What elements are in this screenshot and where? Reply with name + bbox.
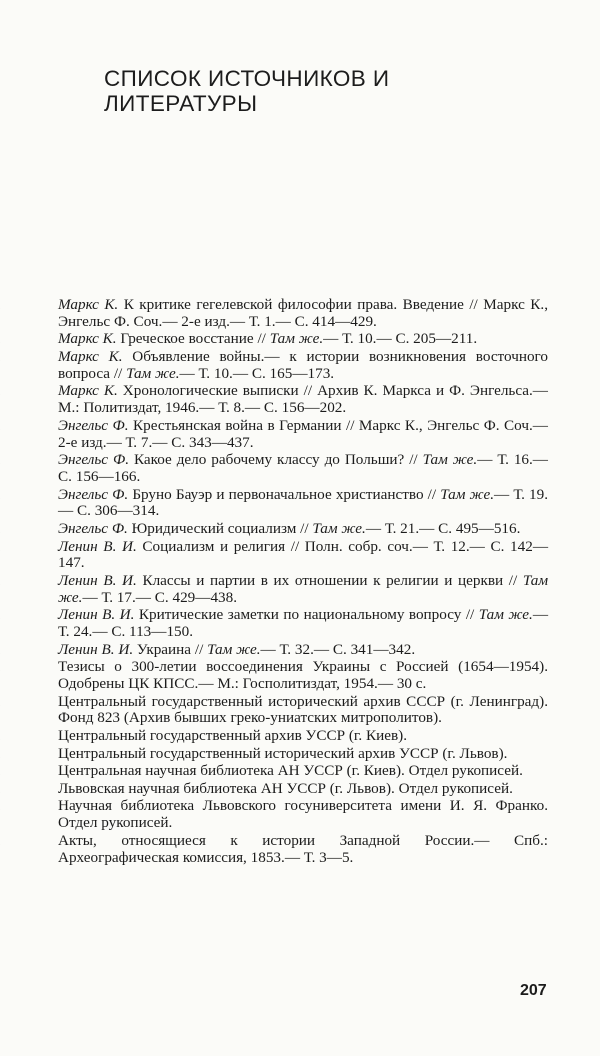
reference-text: Тезисы о 300-летии воссоединения Украины с Россией (1654—1954). Одобрены ЦК КПСС.— М.: Госполитиздат, 1954.— 30 с. <box>58 658 548 693</box>
reference-ibid: Там же. <box>312 519 366 537</box>
reference-item <box>0 833 548 867</box>
reference-number <box>0 728 1 745</box>
reference-text-tail: — Т. 10.— С. 205—211. <box>323 330 478 348</box>
reference-author: Энгельс Ф. <box>58 451 129 469</box>
reference-item <box>0 331 548 348</box>
reference-ibid: Там же. <box>440 485 495 503</box>
reference-number <box>0 781 1 798</box>
reference-item <box>0 781 548 798</box>
reference-number <box>0 573 1 590</box>
reference-author: Маркс К. <box>58 382 118 400</box>
reference-item <box>0 607 548 641</box>
reference-author: Ленин В. И. <box>58 640 134 658</box>
reference-number <box>0 798 1 815</box>
reference-text: Акты, относящиеся к истории Западной России.— Спб.: Археографическая комиссия, 1853.— Т. 3—5. <box>58 831 548 866</box>
reference-item <box>0 539 548 573</box>
reference-author: Энгельс Ф. <box>58 519 128 537</box>
reference-author: Маркс К. <box>58 347 123 365</box>
reference-number <box>0 694 1 711</box>
reference-text: Центральный государственный исторический архив УССР (г. Львов). <box>58 744 508 762</box>
reference-number <box>0 642 1 659</box>
reference-number <box>0 659 1 676</box>
reference-text: Объявление войны.— к истории возникновения восточного вопроса // <box>58 347 548 382</box>
reference-author: Ленин В. И. <box>58 606 135 624</box>
reference-number <box>0 452 1 469</box>
reference-text: Центральная научная библиотека АН УССР (г. Киев). Отдел рукописей. <box>58 762 523 780</box>
reference-ibid: Там же. <box>58 571 549 606</box>
reference-number <box>0 746 1 763</box>
reference-item <box>0 642 548 659</box>
reference-text: Бруно Бауэр и первоначальное христианство // <box>132 485 437 503</box>
reference-item <box>0 746 548 763</box>
reference-text: Центральный государственный архив УССР (г. Киев). <box>58 727 408 745</box>
reference-text-tail: — Т. 17.— С. 429—438. <box>82 588 238 606</box>
reference-number <box>0 833 1 850</box>
reference-text: Какое дело рабочему классу до Польши? // <box>133 451 418 469</box>
reference-ibid: Там же. <box>207 640 261 658</box>
reference-text: К критике гегелевской философии права. Введение // Маркс К., Энгельс Ф. Соч.— 2-е изд.— Т. 1.— С. 414—429. <box>58 296 548 330</box>
reference-number <box>0 297 1 314</box>
reference-author: Энгельс Ф. <box>58 485 129 503</box>
reference-item <box>0 383 548 417</box>
reference-item <box>0 487 548 521</box>
reference-number <box>0 349 1 366</box>
reference-text-tail: — Т. 32.— С. 341—342. <box>260 640 416 658</box>
reference-item <box>0 659 548 693</box>
reference-text: Хронологические выписки // Архив К. Маркса и Ф. Энгельса.— М.: Политиздат, 1946.— Т. 8.— С. 156—202. <box>58 382 548 417</box>
reference-number <box>0 418 1 435</box>
reference-text: Центральный государственный исторический архив СССР (г. Ленинград). Фонд 823 (Архив бывших греко-униатских митрополитов). <box>58 692 548 727</box>
reference-text: Юридический социализм // <box>131 519 309 537</box>
reference-item <box>0 349 548 383</box>
reference-number <box>0 383 1 400</box>
reference-item <box>0 297 548 331</box>
reference-item <box>0 573 548 607</box>
reference-number <box>0 521 1 538</box>
reference-text: Научная библиотека Львовского госуниверситета имени И. Я. Франко. Отдел рукописей. <box>58 797 548 832</box>
reference-author: Энгельс Ф. <box>58 416 129 434</box>
reference-list <box>0 297 600 866</box>
reference-ibid: Там же. <box>422 451 478 469</box>
reference-number <box>0 487 1 504</box>
reference-author: Ленин В. И. <box>58 537 137 555</box>
reference-text: Крестьянская война в Германии // Маркс К., Энгельс Ф. Соч.— 2-е изд.— Т. 7.— С. 343—437. <box>58 416 548 451</box>
reference-item <box>0 452 548 486</box>
reference-item <box>0 728 548 745</box>
reference-text: Социализм и религия // Полн. собр. соч.— Т. 12.— С. 142—147. <box>58 537 549 572</box>
reference-number <box>0 331 1 348</box>
reference-item <box>0 418 548 452</box>
reference-text: Классы и партии в их отношении к религии и церкви // <box>142 571 518 589</box>
reference-text: Греческое восстание // <box>120 330 266 348</box>
reference-text-tail: — Т. 19.— С. 306—314. <box>58 485 548 520</box>
reference-text: Критические заметки по национальному вопросу // <box>138 606 475 624</box>
reference-author: Маркс К. <box>58 296 119 313</box>
reference-ibid: Там же. <box>126 364 180 382</box>
reference-text: Львовская научная библиотека АН УССР (г. Львов). Отдел рукописей. <box>58 779 513 797</box>
reference-text-tail: — Т. 24.— С. 113—150. <box>58 606 549 641</box>
reference-text-tail: — Т. 16.— С. 156—166. <box>58 451 548 485</box>
reference-text-tail: — Т. 10.— С. 165—173. <box>179 364 335 382</box>
reference-text: Украина // <box>136 640 204 658</box>
reference-item <box>0 694 548 728</box>
reference-number <box>0 607 1 624</box>
reference-author: Маркс К. <box>58 330 117 348</box>
reference-number <box>0 763 1 780</box>
page-number: 207 <box>520 982 547 999</box>
page-title: СПИСОК ИСТОЧНИКОВ И ЛИТЕРАТУРЫ <box>104 66 390 116</box>
reference-number <box>0 539 1 556</box>
reference-author: Ленин В. И. <box>58 571 137 589</box>
reference-ibid: Там же. <box>478 606 533 624</box>
reference-item <box>0 521 548 538</box>
reference-text-tail: — Т. 21.— С. 495—516. <box>365 519 521 537</box>
reference-ibid: Там же. <box>269 330 324 348</box>
reference-item <box>0 798 548 832</box>
reference-item <box>0 763 548 780</box>
